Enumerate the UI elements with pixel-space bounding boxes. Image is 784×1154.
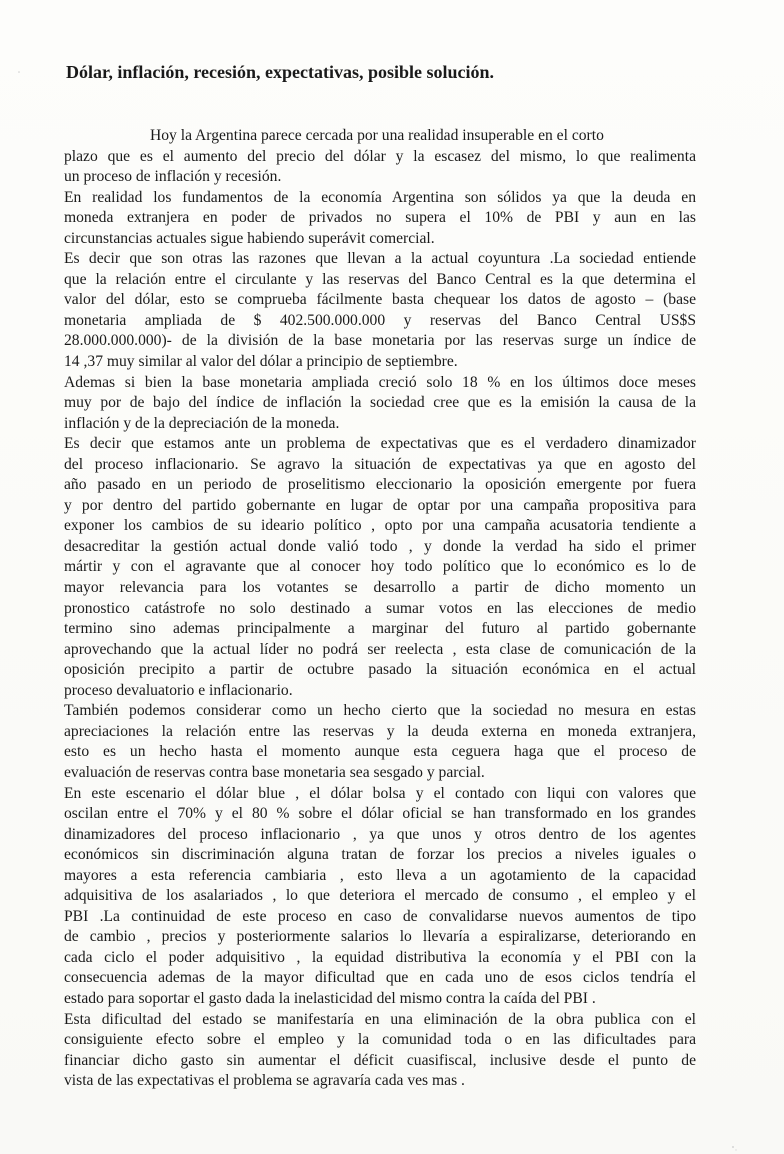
- body-line: mayor relevancia para los votantes se desarrollo a partir de dicho momento un: [64, 579, 696, 597]
- body-line: Hoy la Argentina parece cercada por una realidad insuperable en el corto: [150, 127, 604, 144]
- body-line: estado para soportar el gasto dada la inelasticidad del mismo contra la caída del PBI .: [64, 989, 596, 1007]
- body-line: Ademas si bien la base monetaria ampliada creció solo 18 % en los últimos doce meses: [64, 373, 696, 391]
- body-line: Esta dificultad del estado se manifestaría en una eliminación de la obra publica con el: [64, 1010, 696, 1028]
- body-line: También podemos considerar como un hecho cierto que la sociedad no mesura en estas: [64, 702, 696, 720]
- body-line: del proceso inflacionario. Se agravo la situación de expectativas ya que en agosto del: [64, 455, 696, 473]
- body-line: Es decir que estamos ante un problema de expectativas que es el verdadero dinamizador: [64, 435, 696, 453]
- body-line: proceso devaluatorio e inflacionario.: [64, 681, 293, 699]
- body-line: oscilan entre el 70% y el 80 % sobre el dólar oficial se han transformado en los grandes: [64, 805, 696, 823]
- body-line: adquisitiva de los asalariados , lo que deteriora el mercado de consumo , el empleo y el: [64, 887, 696, 905]
- body-line: 28.000.000.000)- de la división de la base monetaria por las reservas surge un índice de: [64, 332, 696, 350]
- body-line: consiguiente efecto sobre el empleo y la comunidad toda o en las dificultades para: [64, 1031, 696, 1049]
- body-line: de cambio , precios y posteriormente salarios lo llevaría a espiralizarse, deteriorando en: [64, 928, 696, 946]
- body-line: 14 ,37 muy similar al valor del dólar a principio de septiembre.: [64, 353, 458, 371]
- body-line: vista de las expectativas el problema se agravaría cada ves mas .: [64, 1072, 465, 1090]
- body-line: financiar dicho gasto sin aumentar el déficit cuasifiscal, inclusive desde el punto de: [64, 1051, 696, 1069]
- body-line: desacreditar la gestión actual donde valió todo , y donde la verdad ha sido el primer: [64, 537, 696, 555]
- body-line: moneda extranjera en poder de privados no supera el 10% de PBI y aun en las: [64, 209, 696, 227]
- body-line: año pasado en un periodo de proselitismo eleccionario la oposición emergente por fuera: [64, 476, 696, 494]
- body-line: evaluación de reservas contra base monetaria sea sesgado y parcial.: [64, 763, 485, 781]
- body-line: y por dentro del partido gobernante en lugar de optar por una campaña propositiva para: [64, 496, 696, 514]
- body-line: consecuencia ademas de la mayor dificultad que en cada uno de esos ciclos tendría el: [64, 969, 696, 987]
- body-line: Es decir que son otras las razones que llevan a la actual coyuntura .La sociedad entiende: [64, 250, 696, 268]
- document-title: Dólar, inflación, recesión, expectativas, posible solución.: [66, 62, 495, 82]
- body-line: que la relación entre el circulante y las reservas del Banco Central es la que determina el: [64, 270, 696, 288]
- body-line: En este escenario el dólar blue , el dólar bolsa y el contado con liqui con valores que: [64, 784, 696, 802]
- body-line: pronostico catástrofe no solo destinado a sumar votos en las elecciones de medio: [64, 599, 696, 617]
- body-line: En realidad los fundamentos de la economía Argentina son sólidos ya que la deuda en: [64, 188, 696, 206]
- body-line: mártir y con el agravante que al conocer hoy todo político que lo económico es lo de: [64, 558, 696, 576]
- document-body: [64, 126, 696, 1092]
- body-line: cada ciclo el poder adquisitivo , la equidad distributiva la economía y el PBI con la: [64, 948, 696, 966]
- body-line: dinamizadores del proceso inflacionario , ya que unos y otros dentro de los agentes: [64, 825, 696, 843]
- body-line: muy por de bajo del índice de inflación la sociedad cree que es la emisión la causa de la: [64, 394, 696, 412]
- body-line: económicos sin discriminación alguna tratan de forzar los precios a niveles iguales o: [64, 846, 696, 864]
- body-line: circunstancias actuales sigue habiendo superávit comercial.: [64, 229, 435, 247]
- body-line: mayores a esta referencia cambiaria , esto lleva a un agotamiento de la capacidad: [64, 866, 696, 884]
- body-line: termino sino ademas principalmente a marginar del futuro al partido gobernante: [64, 620, 696, 638]
- body-line: plazo que es el aumento del precio del dólar y la escasez del mismo, lo que realimenta: [64, 147, 696, 165]
- body-line: valor del dólar, esto se comprueba fácilmente basta chequear los datos de agosto – (base: [64, 291, 696, 309]
- body-line: un proceso de inflación y recesión.: [64, 168, 282, 186]
- body-line: apreciaciones la relación entre las reservas y la deuda externa en moneda extranjera,: [64, 722, 696, 740]
- body-line: exponer los cambios de su ideario político , opto por una campaña acusatoria tendiente a: [64, 517, 696, 535]
- body-line: inflación y de la depreciación de la moneda.: [64, 414, 340, 432]
- body-line: PBI .La continuidad de este proceso en caso de convalidarse nuevos aumentos de tipo: [64, 907, 696, 925]
- body-line: aprovechando que la actual líder no podrá ser reelecta , esta clase de comunicación de la: [64, 640, 696, 658]
- body-line: oposición precipito a partir de octubre pasado la situación económica en el actual: [64, 661, 696, 679]
- body-line: esto es un hecho hasta el momento aunque esta ceguera haga que el proceso de: [64, 743, 696, 761]
- body-line: monetaria ampliada de $ 402.500.000.000 y reservas del Banco Central US$S: [64, 311, 696, 329]
